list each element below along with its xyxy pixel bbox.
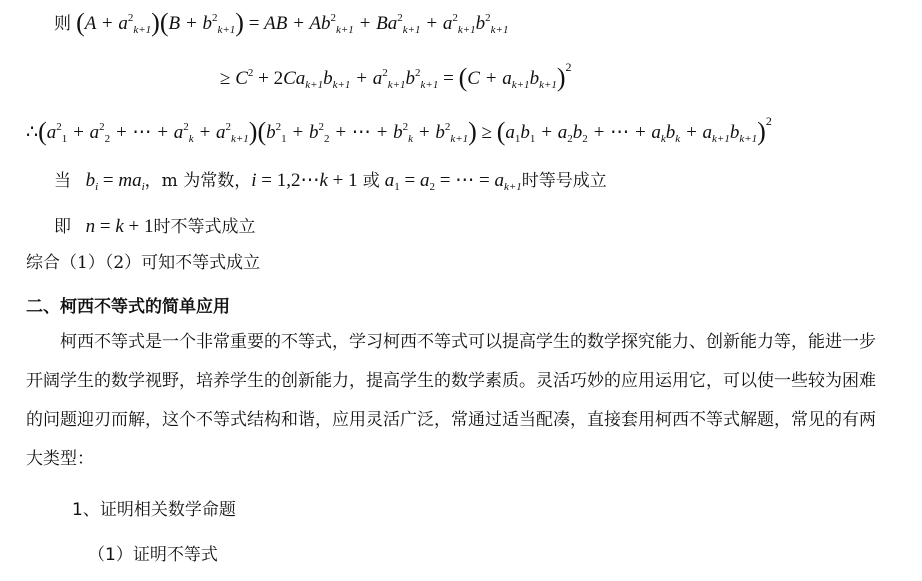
equation-1: $(A + a^2_{k+1})(B + b^2_{k+1})$ = AB + $Ab^2_{k+1} + Ba^2_{k+1} + a^2_{k+1}b^2_{k+1}$ <box>76 8 509 37</box>
sub-subheading: （1）证明不等式 <box>88 545 218 565</box>
summary-line: 综合（1）（2）可知不等式成立 <box>26 253 261 273</box>
n-eq-k-plus-1: n = k + 1 <box>76 216 154 237</box>
equation-line-1 <box>54 8 508 38</box>
section-heading: 二、柯西不等式的简单应用 <box>26 297 230 317</box>
index-range: i = 1,2⋯k + 1 <box>251 170 358 191</box>
paragraph-line-3: 的问题迎刃而解，这个不等式结构和谐，应用灵活广泛，常通过适当配凑，直接套用柯西不等式解题，常见的有两 <box>26 410 876 430</box>
paragraph-line-4: 大类型： <box>26 449 94 469</box>
paragraph-line-1: 柯西不等式是一个非常重要的不等式，学习柯西不等式可以提高学生的数学探究能力、创新能力等，能进一步 <box>60 332 876 352</box>
equation-3: $\therefore(a^2_1 + a^2_2$ + ⋯ + $a^2_k + a^2_{k+1})(b^2_1 + b^2_2$ + ⋯ + $b^2_k + b^2_{k+1}) \ge (a_1b_1 + a_2b_2$ + ⋯ + $a_kb_k + a_{k+1}b_{k+1})^2$ <box>26 114 772 147</box>
equality-holds-text: 时等号成立 <box>521 171 607 191</box>
dang-label: 当 <box>54 171 71 191</box>
ji-label: 即 <box>54 217 71 237</box>
inequality-holds-text: 时不等式成立 <box>153 217 256 237</box>
or-label: 或 <box>362 171 380 191</box>
constant-note: ，m 为常数， <box>144 171 252 191</box>
conclusion-line <box>54 212 255 238</box>
subheading: 1、证明相关数学命题 <box>72 500 236 520</box>
ze-label: 则 <box>54 14 71 34</box>
paragraph-line-2: 开阔学生的数学视野，培养学生的创新能力，提高学生的数学素质。灵活巧妙的应用运用它，可以使一些较为困难 <box>26 371 876 391</box>
equality-condition-line <box>54 166 607 192</box>
condition-all-equal: $a_1 = a_2$ = ⋯ = $a_{k+1}$ <box>384 170 522 193</box>
condition-b-eq-ma: $b_i = ma_i$ <box>76 170 145 193</box>
equation-line-2 <box>220 60 572 93</box>
equation-line-3 <box>26 114 772 147</box>
equation-2: ≥ $C^2 + 2Ca_{k+1}b_{k+1} + a^2_{k+1}b^2_{k+1} = (C + a_{k+1}b_{k+1})^2$ <box>220 60 572 93</box>
